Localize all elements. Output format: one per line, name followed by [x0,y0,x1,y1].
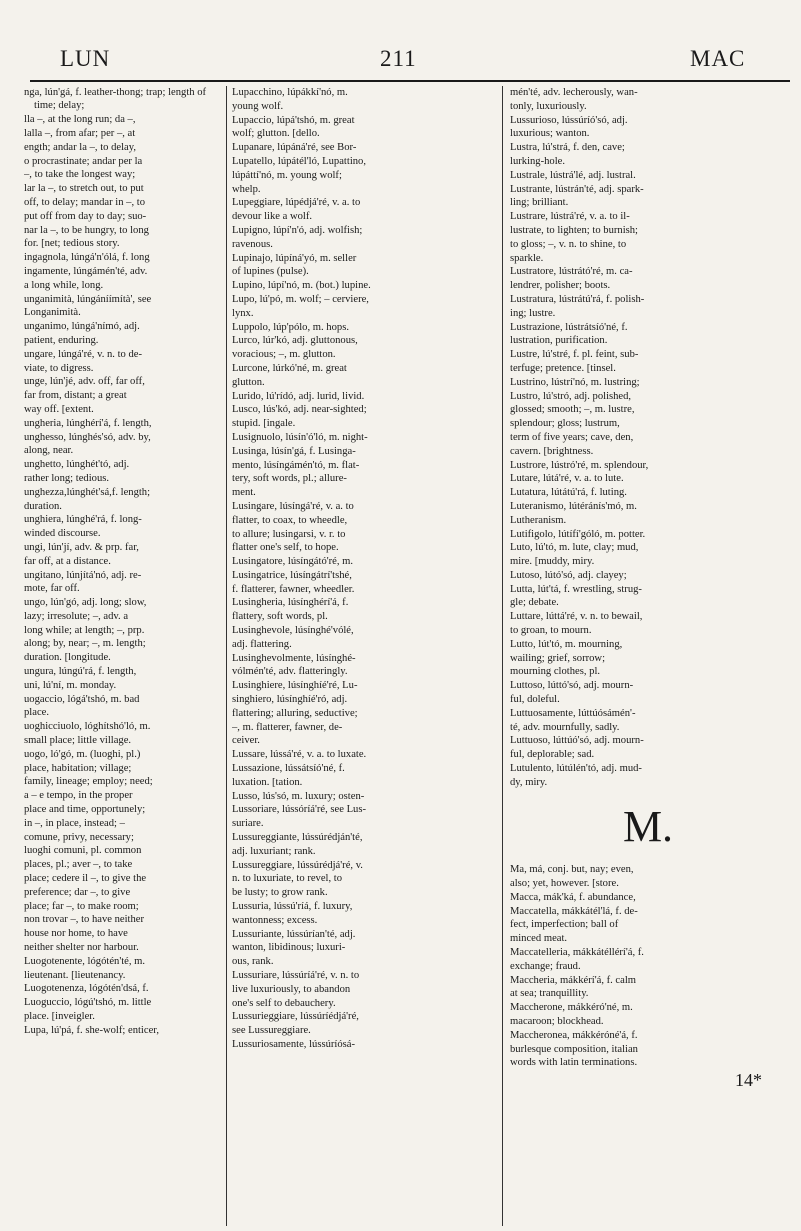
entry-line: fect, imperfection; ball of [510,919,619,931]
entry-line: viate, to digress. [24,362,94,374]
entry-line: duration. [longitude. [24,652,111,664]
entry-line: words with latin terminations. [510,1057,638,1069]
entry-line: adj. luxuriant; rank. [232,845,316,857]
entry-line: Lussoriare, lússóríá'ré, see Lus- [232,804,366,816]
entry-line: Lutheranism. [510,514,567,526]
entry-line: unghetto, lúnghét'tó, adj. [24,459,130,471]
entry-line: f. flatterer, fawner, wheedler. [232,583,355,595]
entry-line: Lupa, lú'pá, f. she-wolf; enticer, [24,1024,160,1036]
entry-line: ength; andar la –, to delay, [24,141,136,153]
entry-line: ful, deplorable; sad. [510,749,595,761]
entry-line: unghiera, lúnghé'rá, f. long- [24,514,142,526]
entry-line: lustrate, to lighten; to burnish; [510,224,638,236]
entry-line: glutton. [232,376,265,388]
entry-line: place; cedere il –, to give the [24,873,147,885]
entry-line: winded discourse. [24,528,101,540]
entry-line: flatter one's self, to hope. [232,542,339,554]
entry-line: ingamente, lúngámén'té, adv. [24,265,148,277]
entry-line: Lussureggiante, lússúrédján'té, [232,832,363,844]
signature-mark: 14* [735,1069,762,1090]
entry-line: vólmén'té, adv. flatteringly. [232,666,348,678]
entry-line: Lussuriare, lússúríá'ré, v. n. to [232,970,360,981]
entry-line: tery, soft words, pl.; allure- [232,473,347,485]
entry-line: Lustratore, lústrátó'ré, m. ca- [510,266,633,278]
entry-line: neither shelter nor harbour. [24,942,139,954]
entry-line: off, to delay; mandar in –, to [24,196,146,208]
entry-line: Luto, lú'tó, m. lute, clay; mud, [510,542,639,554]
entry-line: Maccheria, mákkérí'á, f. calm [510,974,637,986]
entry-line: uogaccio, lógá'tshó, m. bad [24,693,140,705]
entry-line: put off from day to day; suo- [24,210,147,222]
entry-line: wolf; glutton. [dello. [232,128,320,140]
entry-line: uni, lú'ní, m. monday. [24,679,117,691]
entry-line: mén'té, adv. lecherously, wan- [510,87,638,98]
entry-line: for. [net; tedious story. [24,238,120,250]
header-left-guideword: LUN [60,46,111,71]
entry-line: Lusingatrice, lúsíngátrí'tshé, [232,569,352,581]
entry-line: flattering; alluring, seductive; [232,707,358,719]
entry-line: devour like a wolf. [232,211,313,223]
entry-line: place, habitation; village; [24,762,132,774]
entry-line: Lupigno, lúpí'n'ó, adj. wolfish; [232,224,363,236]
entry-line: Luoguccio, lógú'tshó, m. little [24,997,152,1009]
entry-line: té, adv. mournfully, sadly. [510,721,620,733]
entry-line: ungitano, lúnjítá'nó, adj. re- [24,569,142,581]
entry-line: n. to luxuriate, to revel, to [232,873,343,885]
entry-line: Luttuoso, lúttúó'só, adj. mourn- [510,735,644,747]
header-right-guideword: MAC [690,46,746,71]
entry-line: of lupines (pulse). [232,266,309,278]
entry-line: Lussurieggiare, lússúríédjá'ré, [232,1011,359,1023]
column-divider [226,86,227,1226]
entry-line: places, pl.; aver –, to take [24,859,133,871]
column-right [510,86,786,1226]
entry-line: Maccherone, mákkéró'né, m. [510,1002,633,1014]
column-divider [502,86,503,1226]
entry-line: to groan, to mourn. [510,625,592,637]
entry-line: preference; dar –, to give [24,886,131,898]
entry-line: –, m. flatterer, fawner, de- [232,721,343,733]
entry-line: burlesque composition, italian [510,1043,638,1055]
entry-line: Luttuosamente, lúttúósámén'- [510,707,636,719]
entry-line: splendour; gloss; lustrum, [510,418,620,430]
page-header [0,0,801,94]
entries-l [510,86,786,789]
entry-line: lendrer, polisher; boots. [510,280,611,292]
entry-line: nga, lún'gá, f. leather-thong; trap; length of time; delay; [24,87,207,112]
entry-line: unghezza,lúnghét'sá,f. length; [24,486,151,498]
entry-line: be lusty; to grow rank. [232,887,328,899]
entry-line: unghesso, lúnghés'só, adv. by, [24,431,151,443]
entry-line: wantonness; excess. [232,914,318,926]
entry-line: ous, rank. [232,956,274,968]
entry-line: Lustra, lú'strá, f. den, cave; [510,142,625,154]
entry-line: see Lussureggiare. [232,1025,311,1037]
page-number: 211 [380,46,417,71]
entry-line: Lutto, lút'tó, m. mourning, [510,638,623,650]
entry-line: family, lineage; employ; need; [24,776,153,788]
column-middle [232,86,494,1226]
entry-line: Lussazione, lússátsíó'né, f. [232,763,345,775]
entry-line: Lutta, lút'tá, f. wrestling, strug- [510,583,642,595]
entry-line: Lussare, lússá'ré, v. a. to luxate. [232,749,367,761]
entry-line: along; by, near; –, m. length; [24,638,146,650]
entry-line: mento, lúsíngámén'tó, m. flat- [232,459,360,471]
entry-line: Luppolo, lúp'pólo, m. hops. [232,321,349,333]
entry-line: lla –, at the long run; da –, [24,114,136,126]
entry-line: duration. [24,500,62,512]
entry-line: rather long; tedious. [24,472,110,484]
entry-line: nar la –, to be hungry, to long [24,224,149,236]
entry-line: voracious; –, m. glutton. [232,349,336,361]
entry-line: mote, far off. [24,583,80,595]
column-left [24,86,220,1226]
section-letter: M. [622,802,674,852]
entry-line: ravenous. [232,238,273,250]
entry-line: ingagnola, lúngá'n'ólá, f. long [24,252,150,264]
entry-line: cavern. [brightness. [510,445,594,457]
entry-line: stupid. [ingale. [232,418,296,430]
entry-line: place and time, opportunely; [24,804,146,816]
entry-line: way off. [extent. [24,403,94,415]
entry-line: Lustro, lú'stró, adj. polished, [510,390,632,402]
entry-line: Lustrante, lústrán'té, adj. spark- [510,183,644,195]
entry-line: gle; debate. [510,597,559,609]
entry-line: flattery, soft words, pl. [232,611,328,623]
header-rule [30,80,790,82]
entry-line: Lupino, lúpí'nó, m. (bot.) lupine. [232,280,371,292]
entry-line: along, near. [24,445,74,457]
entry-line: at sea; tranquillity. [510,988,589,1000]
entry-line: in –, in place, instead; – [24,817,125,829]
entry-line: lurking-hole. [510,155,566,167]
entry-line: lúpáttí'nó, m. young wolf; [232,169,342,181]
entry-line: Lurido, lú'rídó, adj. lurid, livid. [232,390,365,402]
entry-line: Lusinghevole, lúsínghé'vólé, [232,625,354,637]
entry-line: Lutatura, lútátú'rá, f. luting. [510,487,627,499]
entry-line: Lustratura, lústrátú'rá, f. polish- [510,293,645,305]
entry-line: exchange; fraud. [510,960,581,972]
entry-line: Lurcone, lúrkó'né, m. great [232,362,347,374]
entry-line: patient, enduring. [24,334,99,346]
entry-line: Lutifigolo, lútífí'góló, m. potter. [510,528,646,540]
entry-line: unge, lún'jé, adv. off, far off, [24,376,145,388]
entry-line: Lusinghevolmente, lúsínghé- [232,652,356,664]
entry-line: Macca, mák'ká, f. abundance, [510,891,636,903]
entry-line: Lussuriante, lússúrían'té, adj. [232,928,356,940]
entry-line: Luttoso, lúttó'só, adj. mourn- [510,680,634,692]
entry-line: uoghicciuolo, lóghítshó'ló, m. [24,721,151,733]
entry-line: Maccheronea, mákkéróné'á, f. [510,1029,638,1041]
entry-line: comune, privy, necessary; [24,831,134,843]
entry-line: Lussuriosamente, lússúríósá- [232,1038,355,1050]
entry-line: ungura, lúngú'rá, f. length, [24,666,137,678]
entry-line: Lupo, lú'pó, m. wolf; – cerviere, [232,293,369,305]
entry-line: Lusso, lús'só, m. luxury; osten- [232,790,365,802]
entry-line: mourning clothes, pl. [510,666,601,678]
entry-line: also; yet, however. [store. [510,878,619,890]
entry-line: Lupaccio, lúpá'tshó, m. great [232,114,355,126]
entry-line: Lustrazione, lústrátsíó'né, f. [510,321,628,333]
entry-line: wailing; grief, sorrow; [510,652,606,664]
entry-line: macaroon; blockhead. [510,1016,604,1028]
entry-line: non trovar –, to have neither [24,914,145,926]
entry-line: lieutenant. [lieutenancy. [24,969,126,981]
entry-line: ing; lustre. [510,307,556,319]
entry-line: Lupinajo, lúpíná'yó, m. seller [232,252,357,264]
entry-line: Lustrore, lústró'ré, m. splendour, [510,459,649,471]
entry-line: unganimità, lúngáníímítà', see [24,293,152,305]
entry-line: sparkle. [510,252,544,264]
entry-line: Lutulento, lútúlén'tó, adj. mud- [510,763,642,775]
entry-line: far from, distant; a great [24,390,127,402]
entry-line: Lurco, lúr'kó, adj. gluttonous, [232,335,358,347]
entry-line: to gloss; –, v. n. to shine, to [510,238,627,250]
entry-line: ungo, lún'gó, adj. long; slow, [24,597,147,609]
entry-line: uogo, ló'gó, m. (luoghi, pl.) [24,748,141,760]
entry-line: lazy; irresolute; –, adv. a [24,610,129,622]
entry-line: Lusingare, lúsíngá'ré, v. a. to [232,500,354,512]
entry-line: Lusco, lús'kó, adj. near-sighted; [232,404,367,416]
entry-line: unganimo, lúngá'nímó, adj. [24,321,140,333]
entry-line: o procrastinate; andar per la [24,155,143,167]
entry-line: long while; at length; –, prp. [24,624,145,636]
entry-line: ungi, lún'jí, adv. & prp. far, [24,541,139,553]
entry-line: house nor home, to have [24,928,128,940]
entry-line: Lussurioso, lússúríó'só, adj. [510,114,628,126]
entry-line: young wolf. [232,100,284,112]
entry-line: term of five years; cave, den, [510,431,634,443]
entry-line: Lusignuolo, lúsín'ó'ló, m. night- [232,431,368,443]
entry-line: a – e tempo, in the proper [24,790,133,802]
entry-line: Longanimità. [24,307,81,319]
entry-line: Lutare, lútá'ré, v. a. to lute. [510,473,624,485]
entry-line: Luogotenenza, lógótén'dsá, f. [24,983,149,995]
entry-line: Lusinga, lúsín'gá, f. Lusinga- [232,445,356,457]
entry-line: place. [24,707,49,719]
entry-line: Lussuria, lússú'ríá, f. luxury, [232,901,353,913]
entry-line: Lusinghiere, lúsínghíé'ré, Lu- [232,680,358,692]
entry-line: lustration, purification. [510,335,608,347]
entry-line: Lustre, lú'stré, f. pl. feint, sub- [510,349,639,361]
entry-line: terfuge; pretence. [tinsel. [510,362,616,374]
entry-line: luoghi comuni, pl. common [24,845,142,857]
entry-line: Lupatello, lúpátél'ló, Lupattino, [232,155,367,167]
entry-line: one's self to debauchery. [232,997,336,1009]
entry-line: adj. flattering. [232,638,292,650]
entry-line: ment. [232,487,256,499]
entry-line: Lussureggiare, lússúrédjá'ré, v. [232,859,363,871]
entry-line: a long while, long. [24,279,104,291]
entry-line: dy, miry. [510,776,548,788]
entry-line: suriare. [232,818,264,830]
entry-line: Luttare, lúttá'ré, v. n. to bewail, [510,611,643,623]
entry-line: Luogotenente, lógótén'té, m. [24,955,146,967]
entry-line: Lutoso, lútó'só, adj. clayey; [510,569,627,581]
entry-line: Lupanare, lúpáná'ré, see Bor- [232,142,357,154]
entry-line: Lustrale, lústrá'lé, adj. lustral. [510,169,636,181]
entry-line: place. [inveigler. [24,1011,95,1022]
entry-line: whelp. [232,183,261,195]
entry-line: luxation. [tation. [232,776,303,788]
entry-line: lynx. [232,307,254,319]
entry-line: Lupeggiare, lúpédjá'ré, v. a. to [232,197,361,209]
entry-line: ungheria, lúnghérí'á, f. length, [24,417,152,429]
entry-line: place; far –, to make room; [24,900,139,912]
entry-line: tonly, luxuriously. [510,100,587,112]
entries-m [510,863,786,1070]
entry-line: ling; brilliant. [510,197,569,209]
entry-line: to allure; lusingarsi, v. r. to [232,528,346,540]
entry-line: lar la –, to stretch out, to put [24,183,144,195]
entry-line: Maccatella, mákkátél'lá, f. de- [510,905,638,917]
entry-line: ceiver. [232,735,260,747]
entry-line: flatter, to coax, to wheedle, [232,514,348,526]
entry-line: Lustrino, lústrí'nó, m. lustring; [510,376,640,388]
entry-line: Lusingheria, lúsínghérí'á, f. [232,597,349,609]
entry-line: ful, doleful. [510,694,560,706]
entry-line: Ma, má, conj. but, nay; even, [510,864,634,876]
entry-line: Luteranismo, lútéránís'mó, m. [510,500,637,512]
entry-line: Lusingatore, lúsíngátó'ré, m. [232,556,354,568]
entry-line: Lustrare, lústrá'ré, v. a. to il- [510,211,630,223]
entry-line: mire. [muddy, miry. [510,556,595,568]
entry-line: wanton, libidinous; luxuri- [232,942,346,954]
entry-line: small place; little village. [24,735,132,747]
entry-line: live luxuriously, to abandon [232,983,351,995]
entry-line: luxurious; wanton. [510,128,590,140]
entry-line: minced meat. [510,933,568,945]
entry-line: glossed; smooth; –, m. lustre, [510,404,635,416]
entry-line: ungare, lúngá'ré, v. n. to de- [24,348,143,360]
entry-line: far off, at a distance. [24,555,111,567]
entry-line: lalla –, from afar; per –, at [24,128,136,139]
entry-line: singhiero, lúsínghíé'ró, adj. [232,694,348,706]
entry-line: Lupacchino, lúpákkí'nó, m. [232,87,348,98]
entry-line: Maccatelleria, mákkátéllérí'á, f. [510,947,644,959]
entry-line: –, to take the longest way; [24,169,136,181]
